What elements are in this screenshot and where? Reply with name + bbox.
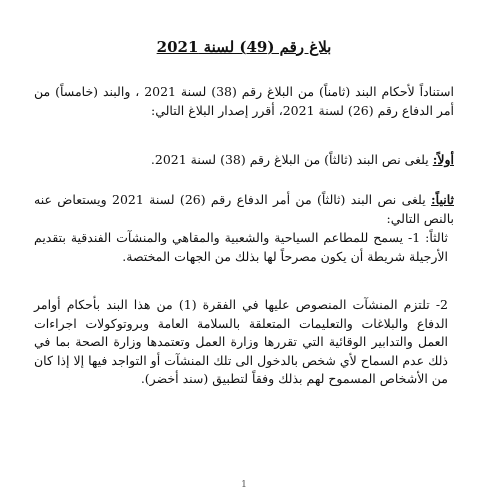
clause-first-text: يلغى نص البند (ثالثاً) من البلاغ رقم (38) لسنة 2021. — [150, 152, 433, 167]
clause-first-label: أولاً: — [432, 152, 454, 167]
clause-second-text: يلغى نص البند (ثالثاً) من أمر الدفاع رقم (26) لسنة 2021 ويستعاض عنه بالنص التالي: — [34, 192, 454, 226]
subclause-2: 2- تلتزم المنشآت المنصوص عليها في الفقرة (1) من هذا البند بأحكام أوامر الدفاع والبلاغات والتعليمات المتعلقة بالسلامة العامة وبروتوكولات اجراءات العمل والتدابير الوقائية التي تقررها وزارة العمل وتعتمدها وزارة الصحة بما في ذلك عدم السماح لأي شخص بالدخول الى تلك المنشآت أو التواجد فيها إلا إذا كان من الأشخاص المسموح لهم بذلك وفقاً لتطبيق (سند أخضر). — [34, 297, 448, 386]
clause-second-label: ثانياً: — [431, 192, 454, 207]
subclause-1: ثالثاً: 1- يسمح للمطاعم السياحية والشعبية والمقاهي والمنشآت الفندقية بتقديم الأرجيلة شريطة أن يكون مصرحاً لها بذلك من الجهات المختصة. — [34, 230, 448, 264]
document-title: بلاغ رقم (49) لسنة 2021 — [156, 38, 332, 56]
page-number: 1 — [241, 480, 247, 490]
intro-paragraph: استناداً لأحكام البند (ثامناً) من البلاغ رقم (38) لسنة 2021 ، والبند (خامساً) من أمر الدفاع رقم (26) لسنة 2021، أقرر إصدار البلاغ التالي: — [34, 84, 454, 118]
clause-second — [34, 190, 454, 228]
clause-first — [34, 150, 454, 169]
